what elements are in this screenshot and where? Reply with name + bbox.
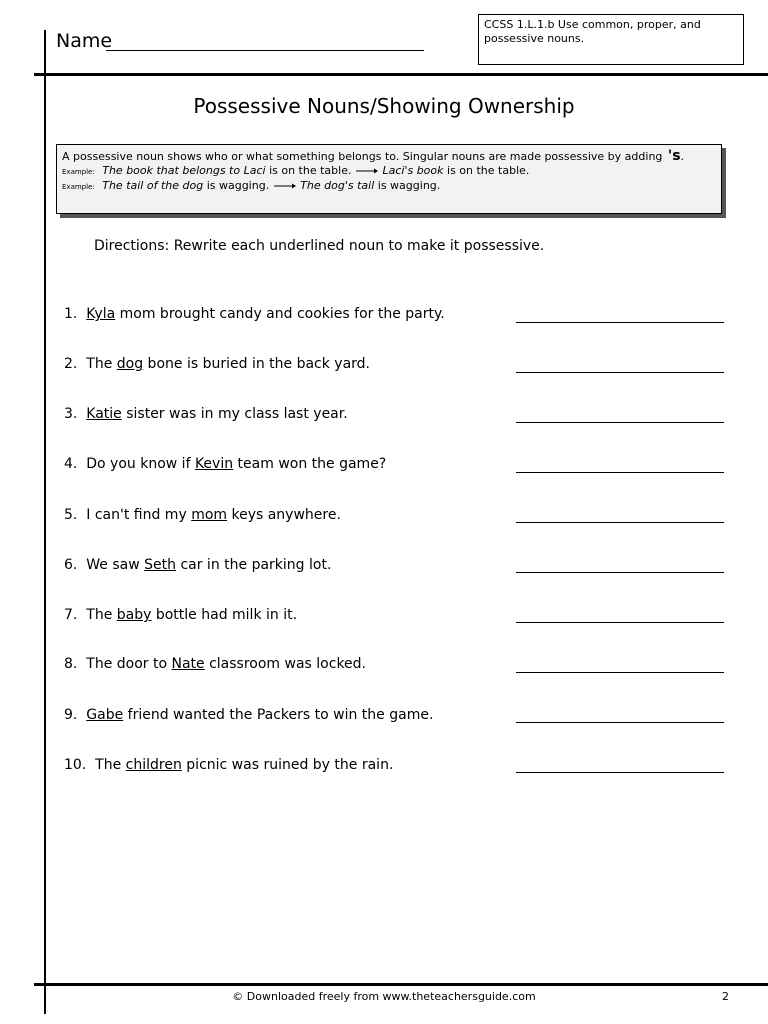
name-label: Name [56, 30, 113, 52]
example-1: Example: The book that belongs to Laci is on the table. Laci's book is on the table. [62, 164, 530, 177]
question-8: 8. The door to Nate classroom was locked. [64, 656, 366, 672]
answer-line-1[interactable] [516, 322, 724, 323]
underlined-noun: Katie [86, 406, 122, 422]
underlined-noun: dog [116, 356, 144, 372]
question-2: 2. The dog bone is buried in the back yard. [64, 356, 371, 372]
answer-line-6[interactable] [516, 572, 724, 573]
arrow-right-icon [274, 183, 296, 189]
question-6: 6. We saw Seth car in the parking lot. [64, 557, 332, 573]
underlined-noun: children [125, 757, 182, 773]
question-5: 5. I can't find my mom keys anywhere. [64, 507, 341, 523]
underlined-noun: Kevin [194, 456, 234, 472]
directions: Directions: Rewrite each underlined noun to make it possessive. [94, 238, 545, 254]
question-4: 4. Do you know if Kevin team won the game? [64, 456, 387, 472]
answer-line-8[interactable] [516, 672, 724, 673]
answer-line-9[interactable] [516, 722, 724, 723]
standard-box: CCSS 1.L.1.b Use common, proper, and possessive nouns. [478, 14, 744, 65]
answer-line-4[interactable] [516, 472, 724, 473]
arrow-right-icon [356, 168, 378, 174]
example-2: Example: The tail of the dog is wagging. The dog's tail is wagging. [62, 179, 441, 192]
underlined-noun: Seth [144, 557, 176, 573]
answer-line-5[interactable] [516, 522, 724, 523]
page-number: 2 [722, 990, 729, 1003]
answer-line-3[interactable] [516, 422, 724, 423]
footer-credit: © Downloaded freely from www.theteachersguide.com [232, 990, 536, 1003]
possessive-suffix: 's [667, 148, 681, 164]
underlined-noun: Gabe [86, 707, 124, 723]
example-label: Example: [62, 168, 95, 176]
underlined-noun: baby [116, 607, 152, 623]
question-1: 1. Kyla mom brought candy and cookies for the party. [64, 306, 445, 322]
question-10: 10. The children picnic was ruined by the rain. [64, 757, 394, 773]
definition-text: A possessive noun shows who or what something belongs to. Singular nouns are made possessive by adding 's. [62, 148, 685, 164]
answer-line-2[interactable] [516, 372, 724, 373]
question-7: 7. The baby bottle had milk in it. [64, 607, 298, 623]
name-field[interactable] [106, 50, 424, 51]
underlined-noun: Nate [171, 656, 205, 672]
header-divider [34, 73, 768, 76]
definition-box [56, 144, 722, 214]
underlined-noun: Kyla [86, 306, 116, 322]
question-9: 9. Gabe friend wanted the Packers to win the game. [64, 707, 434, 723]
answer-line-7[interactable] [516, 622, 724, 623]
example-label: Example: [62, 183, 95, 191]
question-3: 3. Katie sister was in my class last year. [64, 406, 348, 422]
margin-line [44, 30, 46, 1014]
footer-divider [34, 983, 768, 986]
page-title: Possessive Nouns/Showing Ownership [193, 94, 575, 118]
answer-line-10[interactable] [516, 772, 724, 773]
underlined-noun: mom [191, 507, 228, 523]
